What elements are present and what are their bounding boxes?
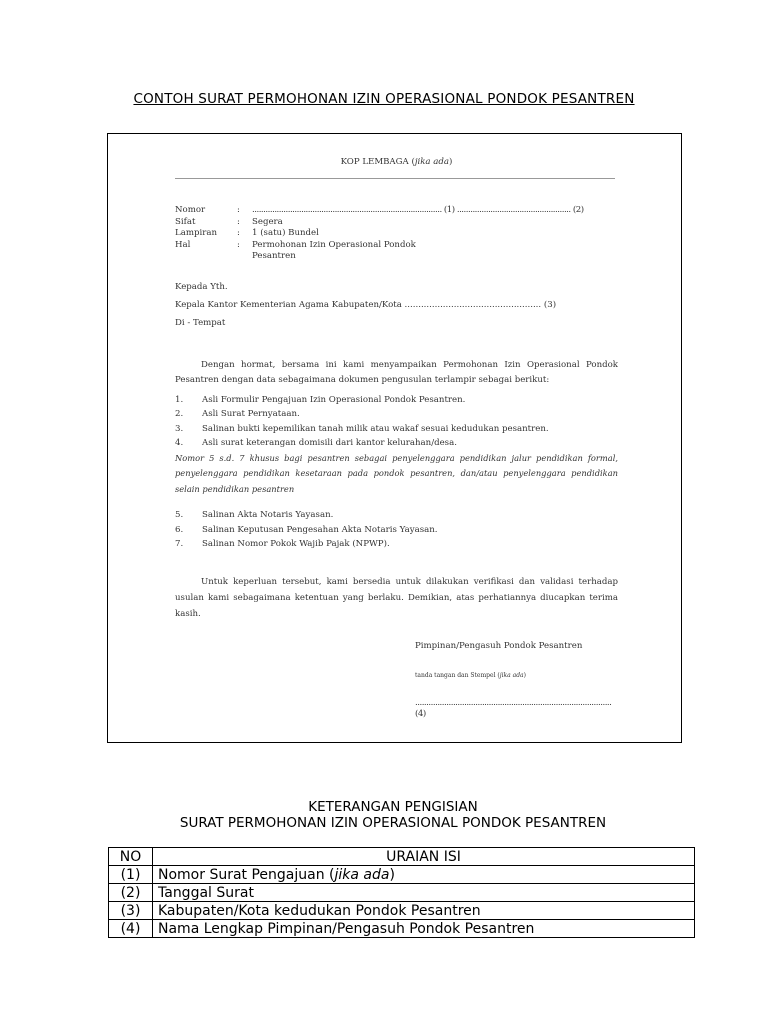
list-item: 2. Asli Surat Pernyataan.: [175, 409, 300, 419]
letterhead: KOP LEMBAGA (jika ada): [340, 157, 453, 167]
letter-intro: Dengan hormat, bersama ini kami menyampaikan Permohonan Izin Operasional Pondok Pesantren dengan data sebagaimana dokumen pengusulan terlampir sebagai berikut:: [175, 359, 618, 385]
list-item: 4. Asli surat keterangan domisili dari kantor kelurahan/desa.: [175, 438, 457, 448]
letter-closing: Untuk keperluan tersebut, kami bersedia untuk dilakukan verifikasi dan validasi terhadap usulan kami sebagaimana ketentuan yang berlaku. Demikian, atas perhatiannya diucapkan terima kasih.: [175, 576, 618, 619]
row-number: (1): [109, 866, 153, 884]
meta-row-hal-cont: Pesantren: [252, 251, 296, 261]
meta-row-sifat: Sifat : Segera: [175, 216, 283, 227]
letterhead-divider: [175, 178, 615, 179]
list-item: 7. Salinan Nomor Pokok Wajib Pajak (NPWP).: [175, 539, 390, 549]
row-number: (4): [109, 920, 153, 938]
list-note: Nomor 5 s.d. 7 khusus bagi pesantren sebagai penyelenggara pendidikan jalur pendidikan formal, penyelenggara pendidikan kesetaraan pada pondok pesantren, dan/atau penyelenggara pendidikan selain pendidikan pesantren: [175, 452, 618, 494]
signer-name-line: ........................................................................................ (4): [415, 697, 612, 719]
table-row: [109, 920, 695, 938]
row-description: Kabupaten/Kota kedudukan Pondok Pesantren: [153, 902, 695, 920]
signature-block: [415, 641, 618, 720]
table-row: [109, 884, 695, 902]
letter-meta: [175, 205, 618, 263]
row-description: Tanggal Surat: [153, 884, 695, 902]
letter-sample-frame: [107, 133, 682, 743]
table-row: [109, 902, 695, 920]
recipient-greeting: Kepada Yth.: [175, 281, 228, 292]
meta-row-hal: Hal : Permohonan Izin Operasional Pondok: [175, 239, 416, 250]
recipient-name: Kepala Kantor Kementerian Agama Kabupaten/Kota .................................................. (3): [175, 299, 557, 310]
list-item: 1. Asli Formulir Pengajuan Izin Operasional Pondok Pesantren.: [175, 394, 466, 405]
document-list-b: [175, 510, 618, 554]
table-row: [109, 866, 695, 884]
recipient-block: [175, 282, 618, 329]
row-description: Nomor Surat Pengajuan (jika ada): [153, 866, 695, 884]
recipient-place: Di - Tempat: [175, 317, 226, 328]
keterangan-title: KETERANGAN PENGISIAN: [308, 799, 478, 815]
list-item: 3. Salinan bukti kepemilikan tanah milik atau wakaf sesuai kedudukan pesantren.: [175, 423, 549, 434]
document-list-a: [175, 395, 618, 453]
column-header-no: NO: [109, 848, 153, 866]
row-number: (3): [109, 902, 153, 920]
signer-title: Pimpinan/Pengasuh Pondok Pesantren: [415, 640, 583, 651]
list-item: 6. Salinan Keputusan Pengesahan Akta Notaris Yayasan.: [175, 524, 438, 535]
signature-note: tanda tangan dan Stempel (jika ada): [415, 671, 526, 679]
table-header-row: [109, 848, 695, 866]
keterangan-subtitle: SURAT PERMOHONAN IZIN OPERASIONAL PONDOK PESANTREN: [179, 815, 607, 831]
page-title: CONTOH SURAT PERMOHONAN IZIN OPERASIONAL PONDOK PESANTREN: [133, 91, 635, 107]
keterangan-heading: [0, 799, 768, 831]
meta-row-nomor: Nomor : ..................................................................................... (1) ................................................... (2): [175, 205, 584, 215]
list-item: 5. Salinan Akta Notaris Yayasan.: [175, 510, 334, 520]
row-description: Nama Lengkap Pimpinan/Pengasuh Pondok Pesantren: [153, 920, 695, 938]
column-header-uraian: URAIAN ISI: [153, 848, 695, 866]
meta-row-lampiran: Lampiran : 1 (satu) Bundel: [175, 228, 319, 238]
letter-sample: [175, 154, 618, 720]
row-number: (2): [109, 884, 153, 902]
keterangan-table: [108, 847, 695, 938]
